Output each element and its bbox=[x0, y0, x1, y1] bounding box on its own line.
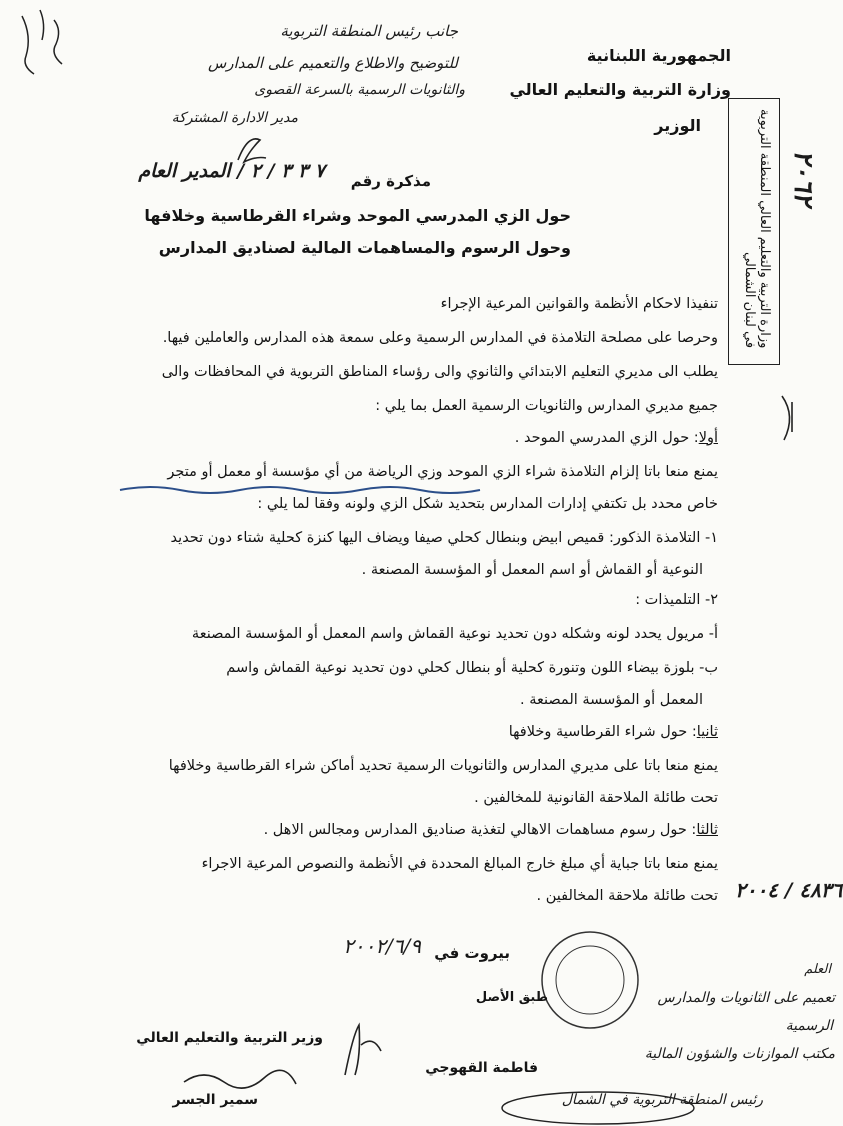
section-1-item-1-line-1: ١- التلامذة الذكور: قميص ابيض وبنطال كحلي صيفا ويضاف اليها كنزة كحلية شتاء دون تحديد bbox=[170, 530, 718, 546]
section-2-label: ثانيا bbox=[696, 724, 718, 740]
section-3-label: ثالثا bbox=[696, 822, 718, 838]
true-copy-signatory: فاطمة القهوجي bbox=[425, 1060, 538, 1076]
minister-signature bbox=[335, 1015, 395, 1085]
intro-line-1: تنفيذا لاحكام الأنظمة والقوانين المرعية الإجراء bbox=[440, 296, 718, 312]
section-1-heading bbox=[515, 430, 718, 446]
memo-number-label: مذكرة رقم bbox=[350, 172, 431, 190]
handwritten-side-number: ٢٠٦٢ bbox=[788, 150, 818, 206]
section-1-label: أولا bbox=[698, 430, 718, 446]
handwritten-bottom-1: العلم bbox=[804, 962, 831, 977]
section-2-para-1: يمنع منعا باتا على مديري المدارس والثانويات الرسمية تحديد أماكن شراء القرطاسية وخلافها bbox=[168, 758, 718, 774]
incoming-stamp-text: وزارة التربية والتعليم العالي المنطقة التربوية في لبنان الشمالي bbox=[742, 108, 772, 348]
handwritten-incoming-ref: ٤٨٣٦ / ٢٠٠٤ bbox=[735, 878, 843, 902]
true-copy-label: طبق الأصل bbox=[475, 990, 548, 1005]
section-2-heading bbox=[509, 724, 718, 740]
intro-line-2: وحرصا على مصلحة التلامذة في المدارس الرسمية وعلى سمعة هذه المدارس والعاملين فيها. bbox=[162, 330, 718, 346]
handwritten-scribble-top-left bbox=[14, 6, 74, 86]
handwritten-side-mark bbox=[772, 390, 802, 450]
header-minister: الوزير bbox=[654, 116, 701, 135]
section-3-heading-text: : حول رسوم مساهمات الاهالي لتغذية صناديق المدارس ومجالس الاهل . bbox=[263, 822, 697, 838]
section-1-sub-b-line-1: ب- بلوزة بيضاء اللون وتنورة كحلية أو بنطال كحلي دون تحديد نوعية القماش واسم bbox=[226, 660, 718, 676]
minister-title: وزير التربية والتعليم العالي bbox=[136, 1030, 323, 1046]
section-2-heading-text: : حول شراء القرطاسية وخلافها bbox=[508, 724, 697, 740]
header-republic: الجمهورية اللبنانية bbox=[586, 46, 731, 65]
handwritten-bottom-3: الرسمية bbox=[785, 1018, 833, 1034]
memo-title-line-2: وحول الرسوم والمساهمات المالية لصناديق المدارس bbox=[158, 238, 571, 257]
intro-line-4: جميع مديري المدارس والثانويات الرسمية العمل بما يلي : bbox=[375, 398, 718, 414]
intro-line-3: يطلب الى مديري التعليم الابتدائي والثانوي والى رؤساء المناطق التربوية في المحافظات والى bbox=[161, 364, 718, 380]
section-3-para-2: تحت طائلة ملاحقة المخالفين . bbox=[536, 888, 718, 904]
handwritten-date: ٢٠٠٢/٦/٩ bbox=[343, 934, 421, 958]
section-3-heading bbox=[264, 822, 718, 838]
section-1-para-2: خاص محدد بل تكتفي إدارات المدارس بتحديد شكل الزي ولونه وفقا لما يلي : bbox=[257, 496, 718, 512]
header-ministry: وزارة التربية والتعليم العالي bbox=[509, 80, 731, 99]
section-2-para-2: تحت طائلة الملاحقة القانونية للمخالفين . bbox=[474, 790, 718, 806]
section-1-sub-b-line-2: المعمل أو المؤسسة المصنعة . bbox=[520, 692, 703, 708]
handwritten-note-line-4: مدير الادارة المشتركة bbox=[171, 110, 298, 126]
handwritten-oval bbox=[498, 1086, 698, 1126]
handwritten-note-line-3: والثانويات الرسمية بالسرعة القصوى bbox=[254, 82, 465, 98]
handwritten-note-line-2: للتوضيح والاطلاع والتعميم على المدارس bbox=[208, 54, 458, 72]
handwritten-note-line-1: جانب رئيس المنطقة التربوية bbox=[280, 22, 458, 40]
section-1-item-1-line-2: النوعية أو القماش أو اسم المعمل أو المؤسسة المصنعة . bbox=[361, 562, 703, 578]
handwritten-underline bbox=[120, 484, 520, 496]
handwritten-bottom-5: رئيس المنطقة التربوية في الشمال bbox=[561, 1092, 763, 1108]
section-1-sub-a: أ- مريول يحدد لونه وشكله دون تحديد نوعية القماش واسم المعمل أو المؤسسة المصنعة bbox=[191, 626, 718, 642]
memo-title-line-1: حول الزي المدرسي الموحد وشراء القرطاسية وخلافها bbox=[144, 206, 571, 225]
minister-name-signature bbox=[180, 1062, 300, 1092]
minister-name: سمير الجسر bbox=[172, 1092, 258, 1108]
memo-number-value: ٧ ٣ ٣ / ٢ / المدير العام bbox=[138, 160, 325, 182]
section-1-para-1: يمنع منعا باتا إلزام التلامذة شراء الزي الموحد وزي الرياضة من أي مؤسسة أو معمل أو متجر bbox=[167, 464, 718, 480]
date-place-label: بيروت في bbox=[434, 944, 510, 962]
section-1-heading-text: : حول الزي المدرسي الموحد . bbox=[514, 430, 699, 446]
section-3-para-1: يمنع منعا باتا جباية أي مبلغ خارج المبالغ المحددة في الأنظمة والنصوص المرعية الاجراء bbox=[201, 856, 718, 872]
section-1-item-2: ٢- التلميذات : bbox=[635, 592, 718, 608]
official-round-stamp bbox=[535, 925, 645, 1035]
handwritten-bottom-4: مكتب الموازنات والشؤون المالية bbox=[644, 1046, 835, 1062]
handwritten-bottom-2: تعميم على الثانويات والمدارس bbox=[657, 990, 835, 1006]
